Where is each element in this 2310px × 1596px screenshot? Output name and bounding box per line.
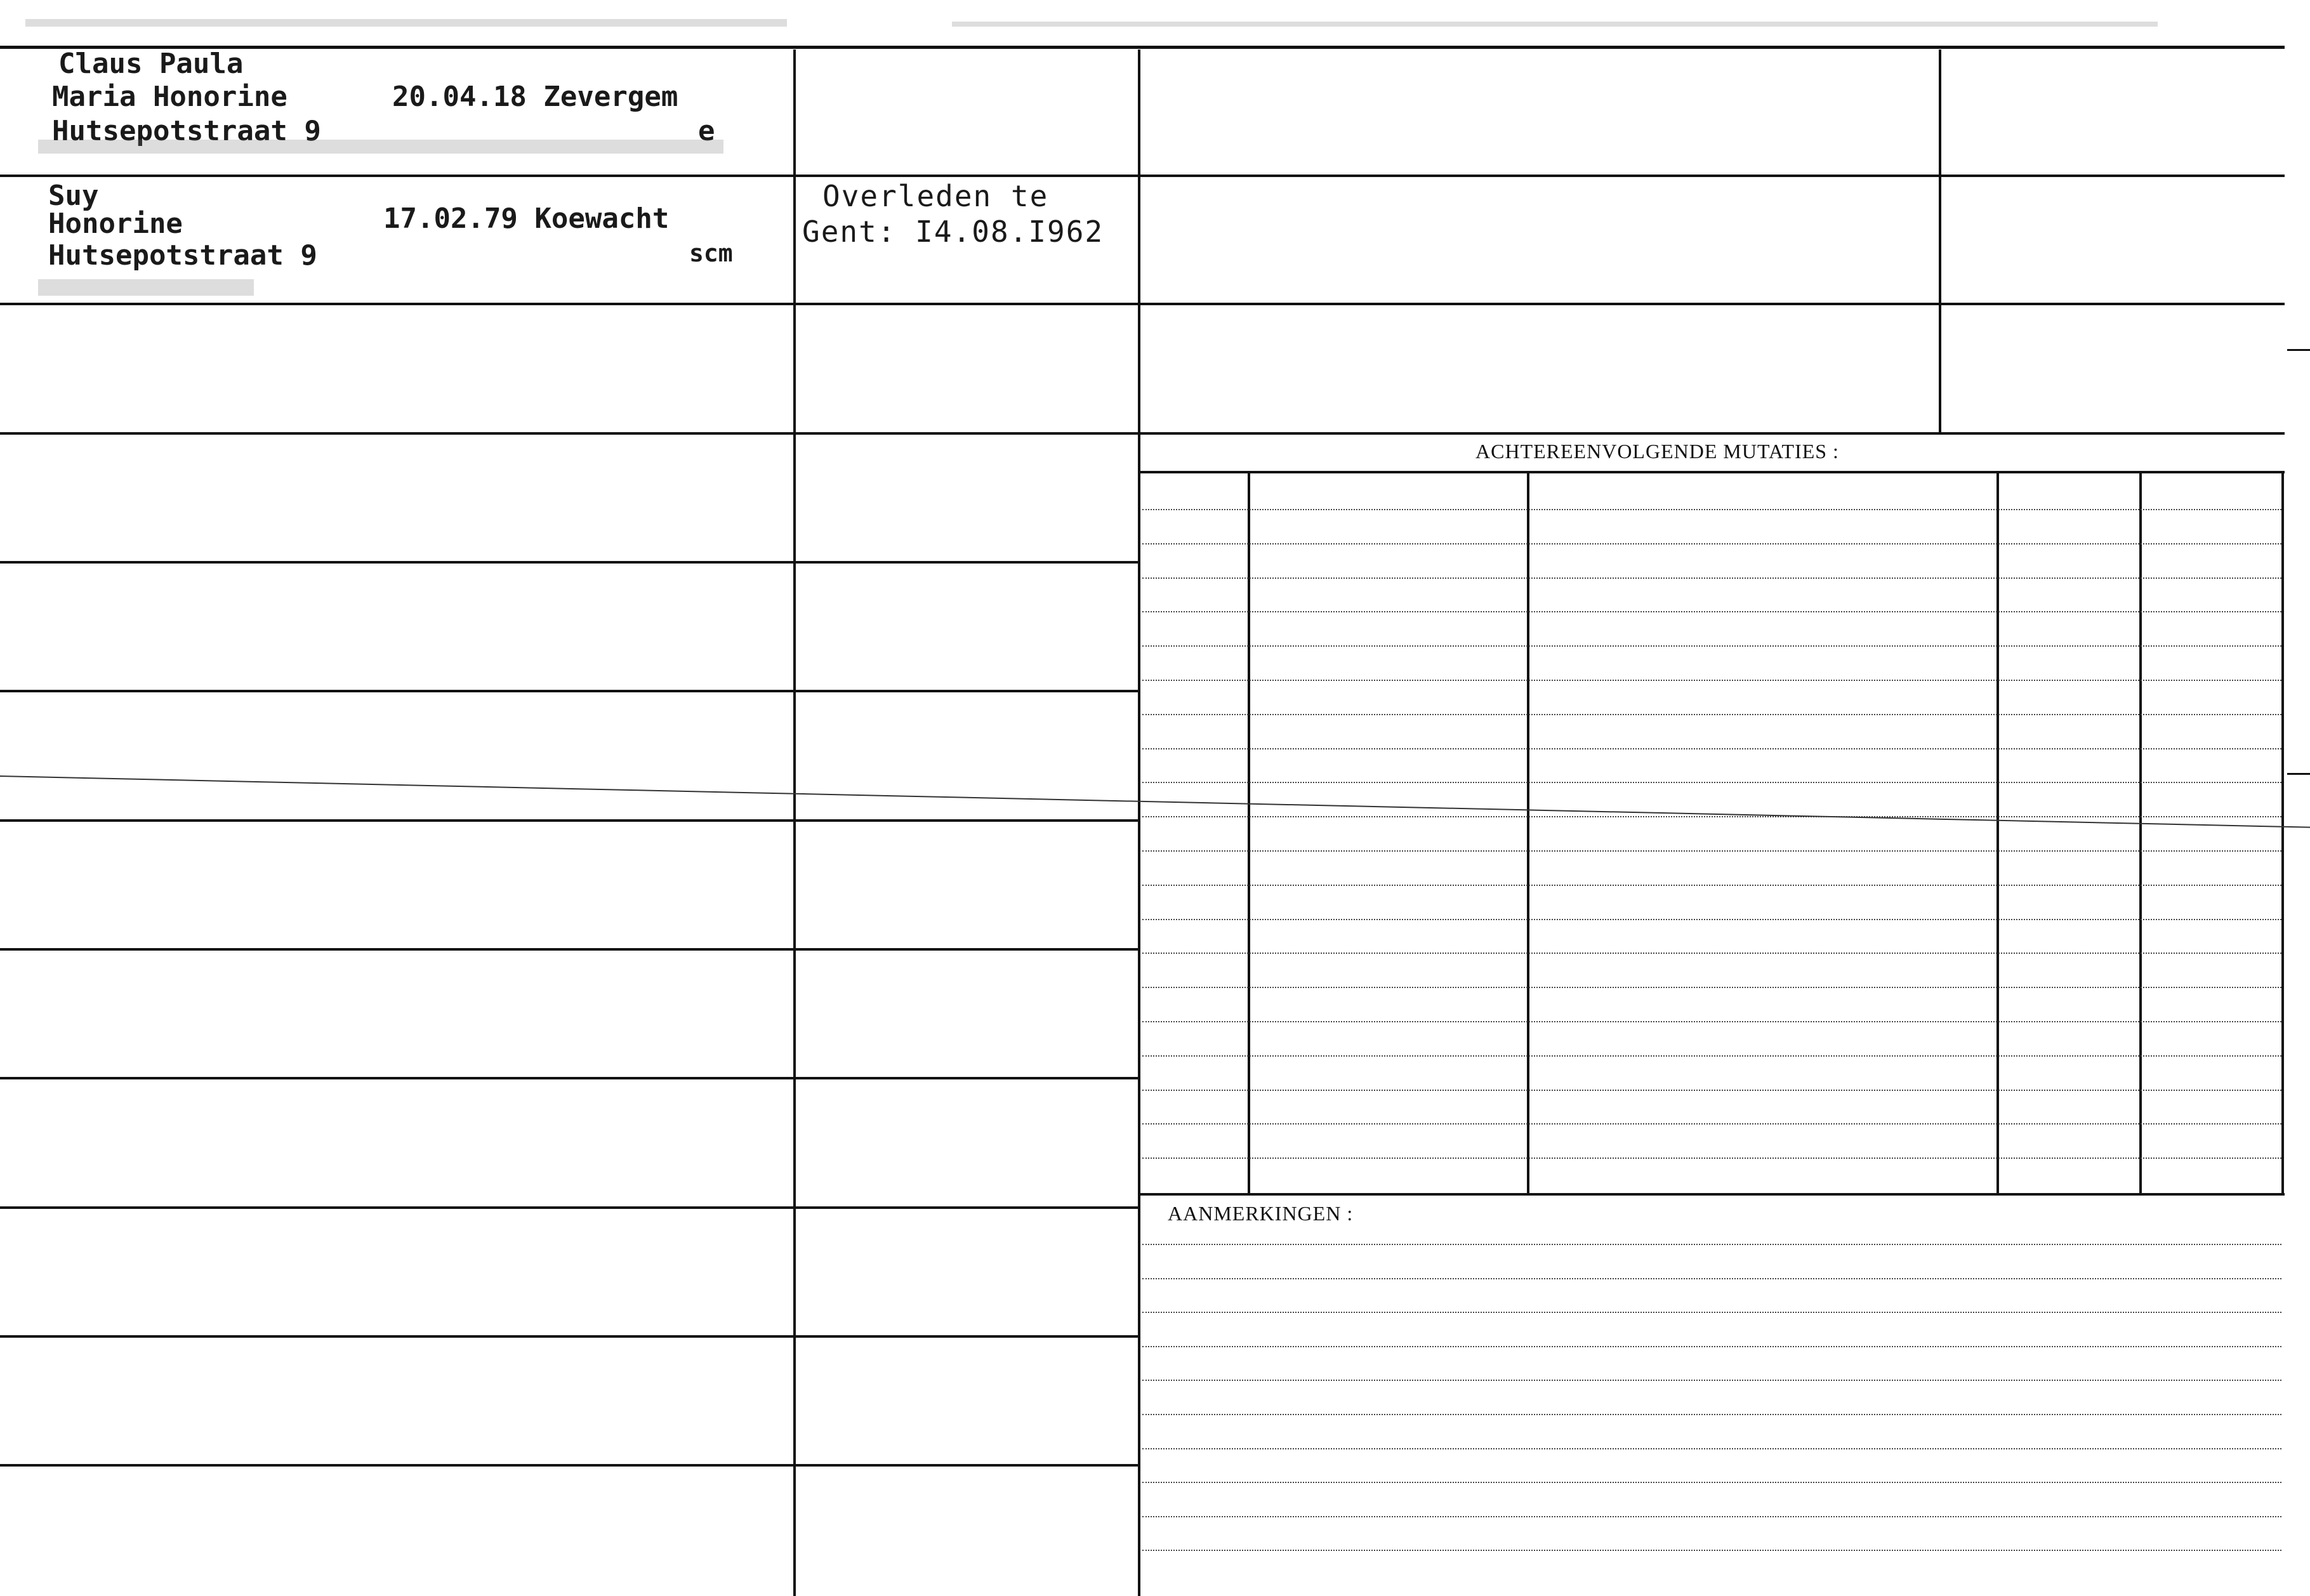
remarks-heading: AANMERKINGEN : [1168, 1202, 1354, 1225]
mutations-col-line [1248, 473, 1250, 1193]
margin-tick [2287, 349, 2310, 351]
remark-ruled-line [1142, 1380, 2281, 1381]
remark-ruled-line [1142, 1312, 2281, 1313]
mutation-ruled-line [1142, 543, 2281, 544]
mutations-col-line [1527, 473, 1529, 1193]
entry-2-mark: scm [689, 239, 733, 267]
entry-1-mark: e [698, 115, 715, 147]
remark-ruled-line [1142, 1278, 2281, 1279]
mutation-ruled-line [1142, 645, 2281, 647]
row-line [0, 1077, 1140, 1079]
entry-2-name: Suy [48, 180, 99, 212]
top-edge-line [0, 46, 2285, 49]
stamp-residue [38, 140, 723, 154]
mutation-ruled-line [1142, 919, 2281, 920]
mutations-col-line [2139, 473, 2142, 1193]
mutation-ruled-line [1142, 987, 2281, 988]
stamp-residue [38, 279, 254, 296]
entry-1-name: Claus Paula [58, 48, 244, 80]
mutation-ruled-line [1142, 1021, 2281, 1022]
remark-ruled-line [1142, 1482, 2281, 1483]
row-line [0, 1335, 1140, 1338]
death-note-line-1: Overleden te [822, 179, 1049, 213]
column-divider-1 [793, 49, 796, 1596]
column-divider-3 [1939, 49, 1941, 433]
row-line [0, 690, 1140, 692]
entry-2-given-names: Honorine [48, 208, 183, 240]
mutations-bottom-line [1140, 1193, 2285, 1196]
paper-noise [25, 19, 787, 27]
mutation-ruled-line [1142, 1123, 2281, 1124]
mutation-ruled-line [1142, 680, 2281, 681]
row-line [0, 1464, 1140, 1467]
entry-1-address: Hutsepotstraat 9 [52, 115, 321, 147]
right-row-line [1140, 432, 2285, 435]
row-line [0, 432, 1140, 435]
row-line [0, 948, 1140, 951]
mutation-ruled-line [1142, 577, 2281, 579]
row-line [0, 561, 1140, 564]
mutation-ruled-line [1142, 1055, 2281, 1057]
mutation-ruled-line [1142, 816, 2281, 817]
paper-noise [952, 22, 2158, 27]
remark-ruled-line [1142, 1516, 2281, 1517]
mutation-ruled-line [1142, 850, 2281, 852]
remark-ruled-line [1142, 1448, 2281, 1449]
remark-ruled-line [1142, 1346, 2281, 1347]
row-line [0, 303, 1140, 305]
entry-1-given-names: Maria Honorine [52, 81, 287, 113]
mutation-ruled-line [1142, 885, 2281, 886]
mutations-top-line [1140, 471, 2285, 473]
mutation-ruled-line [1142, 509, 2281, 510]
mutation-ruled-line [1142, 953, 2281, 954]
mutation-ruled-line [1142, 782, 2281, 783]
column-divider-2 [1138, 49, 1140, 1596]
mutation-ruled-line [1142, 611, 2281, 612]
row-line [0, 175, 1140, 177]
right-row-line [1140, 175, 2285, 177]
mutations-col-line [1996, 473, 1999, 1193]
entry-2-birth: 17.02.79 Koewacht [383, 202, 670, 235]
mutation-ruled-line [1142, 714, 2281, 715]
remark-ruled-line [1142, 1414, 2281, 1415]
remark-ruled-line [1142, 1550, 2281, 1551]
mutation-ruled-line [1142, 1157, 2281, 1159]
mutations-col-line [2281, 473, 2284, 1193]
mutation-ruled-line [1142, 748, 2281, 749]
death-note-line-2: Gent: I4.08.I962 [802, 214, 1104, 249]
mutation-ruled-line [1142, 1090, 2281, 1091]
entry-1-birth: 20.04.18 Zevergem [392, 81, 678, 113]
row-line [0, 819, 1140, 822]
right-row-line [1140, 303, 2285, 305]
margin-tick [2287, 773, 2310, 775]
mutations-heading: ACHTEREENVOLGENDE MUTATIES : [1475, 440, 1839, 463]
entry-2-address: Hutsepotstraat 9 [48, 239, 317, 272]
remark-ruled-line [1142, 1244, 2281, 1245]
row-line [0, 1206, 1140, 1209]
